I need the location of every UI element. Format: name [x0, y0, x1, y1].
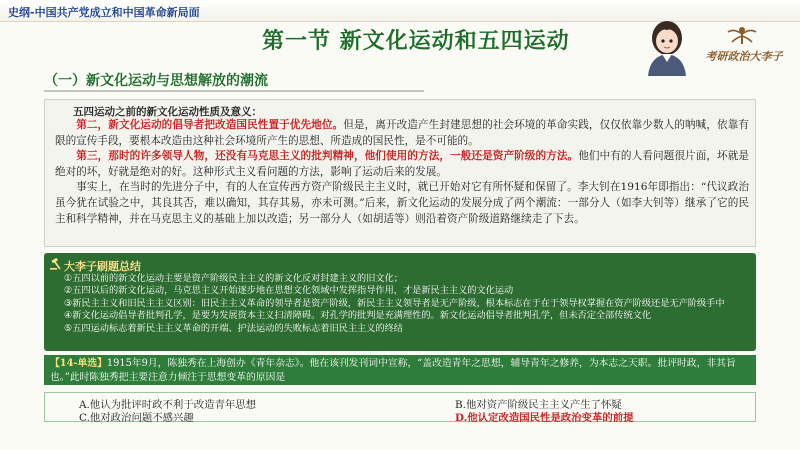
summary-item: ①五四以前的新文化运动主要是资产阶级民主主义的新文化反对封建主义的旧文化； [64, 273, 403, 284]
brand-text: 考研政治大李子 [705, 50, 783, 63]
content-paragraphs [55, 118, 749, 227]
summary-box [44, 253, 756, 351]
section-heading: （一）新文化运动与思想解放的潮流 [44, 70, 424, 92]
question-box [44, 355, 756, 385]
summary-item: ⑤五四运动标志着新民主主义革命的开端、护法运动的失败标志着旧民主主义的终结 [64, 322, 403, 334]
page-title: 第一节 新文化运动和五四运动 [262, 29, 570, 54]
paragraph-2-text: 他们中有的人看问题很片面，坏就是绝对的坏，好就是绝对的好。这种形式主义看问题的方法，影响了运动后来的发展。 [55, 150, 750, 178]
option-c[interactable]: C.他对政治问题不感兴趣 [79, 412, 194, 424]
series-title: 史纲-中国共产党成立和中国革命新局面 [8, 6, 200, 19]
paragraph-2-emphasis: 第三，那时的许多领导人物，还没有马克思主义的批判精神，他们使用的方法，一般还是资产阶级的方法。 [76, 150, 579, 163]
tree-logo-icon [722, 24, 762, 46]
teacher-avatar-illustration [640, 14, 694, 76]
option-d-correct[interactable]: D.他认定改造国民性是政治变革的前提 [455, 412, 634, 424]
question-number: 【14-单选】 [50, 358, 107, 369]
question-text: 1915年9月，陈独秀在上海创办《青年杂志》。他在该刊发刊词中宣称，“盖改造青年之思想，辅导青年之修养，为本志之天职。批评时政，非其旨也。”此时陈独秀把主要注意力倾注于思想变革的原因是 [50, 358, 736, 383]
option-b[interactable]: B.他对资产阶级民主主义产生了怀疑 [455, 399, 622, 411]
content-box [44, 99, 756, 247]
paragraph-1-emphasis: 第二，新文化运动的倡导者把改造国民性置于优先地位。 [76, 119, 344, 131]
summary-title: 大李子刷题总结 [64, 260, 141, 273]
answer-options [44, 392, 756, 422]
brand-block [694, 24, 794, 70]
summary-list [64, 273, 744, 335]
paragraph-3-text: 事实上，在当时的先进分子中，有的人在宣传西方资产阶级民主主义时，就已开始对它有所怀疑和保留了。李大钊在1916年即指出：“代议政治虽今犹在试验之中，其良其否，难以确知，其存其易，亦未可测。”后来，新文化运动的发展分成了两个潮流：一部分人（如李大钊等）继承了它的民主和科学精神，并在马克思主义的基础上加以改造；另一部分人（如胡适等）则沿着资产阶级道路继续走了下去。 [55, 181, 749, 225]
summary-item: ④新文化运动倡导者批判孔学，是要为发展资本主义扫清障碍。对孔学的批判是充满理性的。新文化运动倡导者批判孔学，但未否定全部传统文化 [64, 310, 652, 322]
content-box-title: 五四运动之前的新文化运动性质及意义： [73, 106, 262, 118]
summary-item: ②五四以后的新文化运动，马克思主义开始逐步地在思想文化领域中发挥指导作用，才是新民主主义的文化运动 [64, 285, 514, 297]
paragraph-1-text: 但是，离开改造产生封建思想的社会环境的革命实践，仅仅依靠少数人的呐喊，依靠有限的宣传手段，要根本改造由这种社会环境所产生的思想、所造成的国民性，是不可能的。 [55, 119, 750, 147]
summary-item: ③新民主主义和旧民主主义区别：旧民主主义革命的领导者是资产阶级，新民主主义领导者是无产阶级，根本标志在于在于领导权掌握在资产阶级还是无产阶级手中 [64, 297, 725, 309]
option-a[interactable]: A.他认为批评时政不利于改造青年思想 [79, 399, 257, 411]
gavel-icon [50, 258, 62, 270]
